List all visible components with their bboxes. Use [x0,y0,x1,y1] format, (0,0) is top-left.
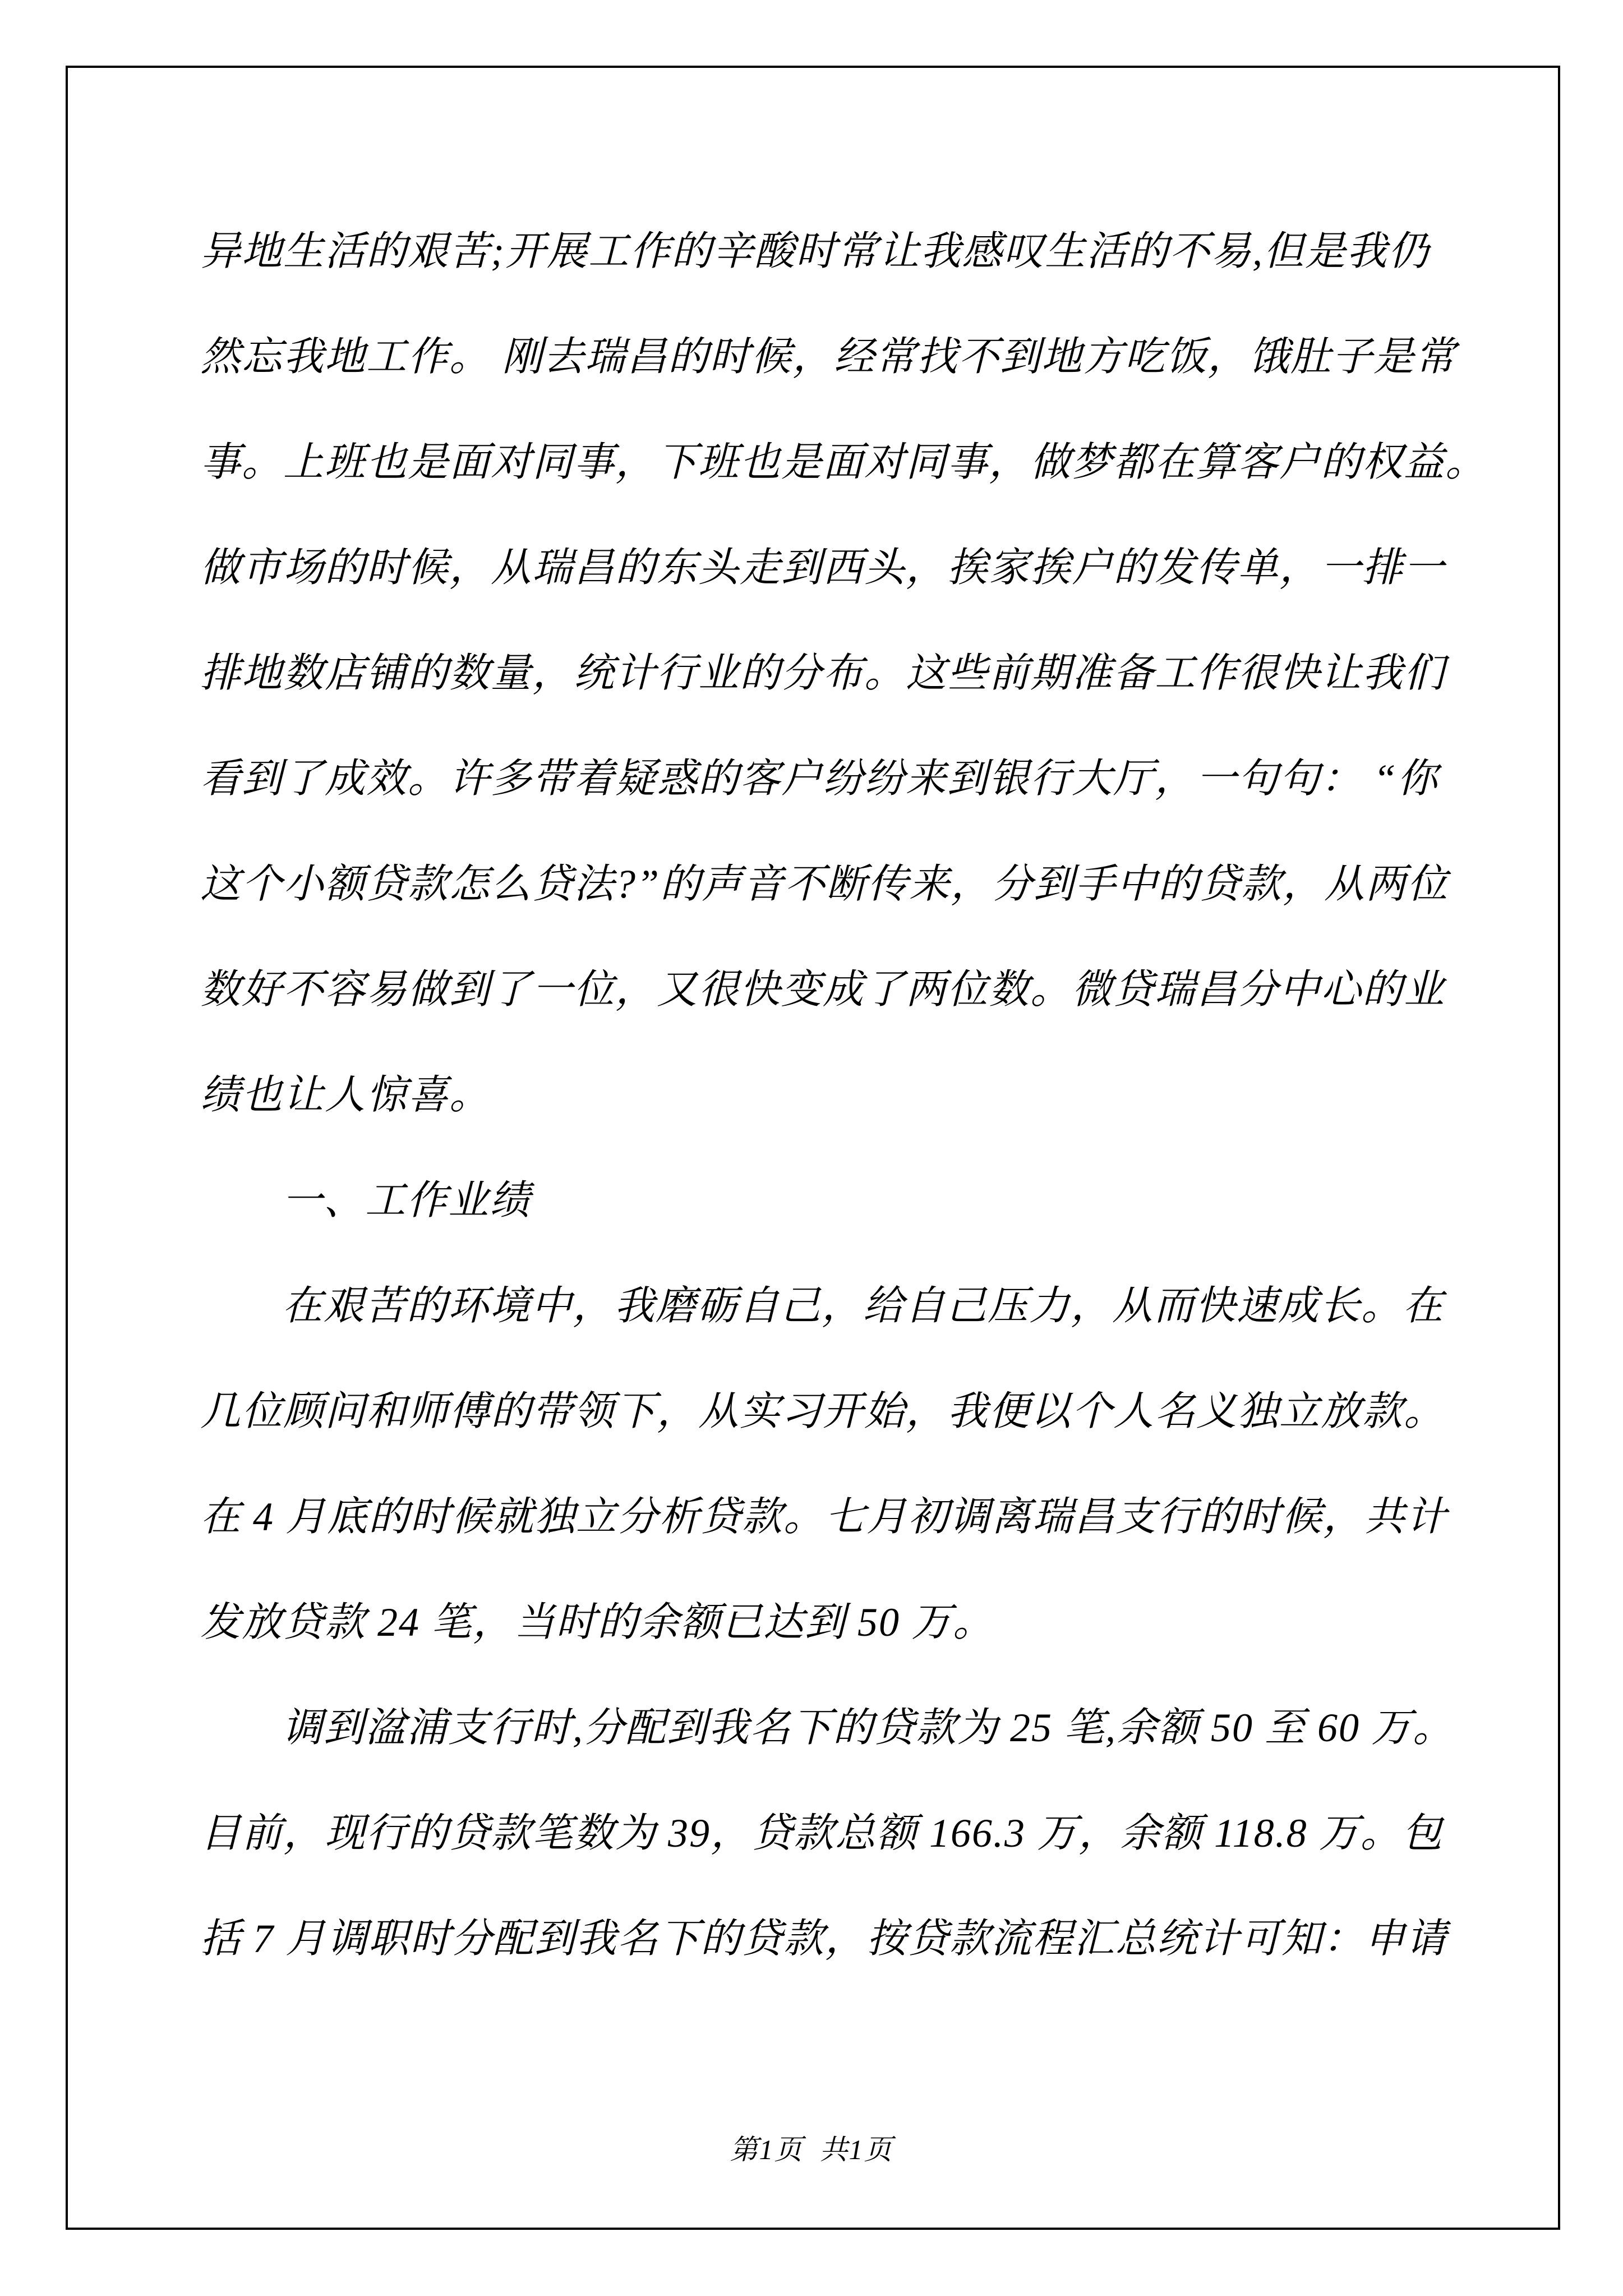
text-line: 做市场的时候，从瑞昌的东头走到西头，挨家挨户的发传单，一排一 [200,545,1446,590]
text-line: 调到湓浦支行时,分配到我名下的贷款为 25 笔,余额 50 至 60 万。 [282,1705,1455,1750]
text-line: 目前，现行的贷款笔数为 39，贷款总额 166.3 万，余额 118.8 万。包 [200,1811,1444,1856]
section-heading: 一、工作业绩 [282,1178,532,1223]
text-line: 事。上班也是面对同事，下班也是面对同事，做梦都在算客户的权益。 [200,440,1487,485]
text-line: 几位顾问和师傅的带领下，从实习开始，我便以个人名义独立放款。 [200,1389,1446,1434]
text-line: 数好不容易做到了一位，又很快变成了两位数。微贷瑞昌分中心的业 [200,967,1446,1012]
text-line: 绩也让人惊喜。 [200,1073,491,1117]
text-line: 括 7 月调职时分配到我名下的贷款，按贷款流程汇总统计可知：申请 [200,1916,1448,1961]
text-line: 看到了成效。许多带着疑惑的客户纷纷来到银行大厅，一句句： “你 [200,756,1439,801]
text-line: 发放贷款 24 笔，当时的余额已达到 50 万。 [200,1600,995,1645]
text-line: 异地生活的艰苦;开展工作的辛酸时常让我感叹生活的不易,但是我仍 [200,229,1430,274]
text-line: 这个小额贷款怎么贷法?”的声音不断传来，分到手中的贷款，从两位 [200,862,1449,907]
text-line: 然忘我地工作。 刚去瑞昌的时候，经常找不到地方吃饭，饿肚子是常 [200,334,1457,379]
page-footer: 第1页 共1页 [730,2134,893,2165]
text-line: 在艰苦的环境中，我磨砺自己，给自己压力，从而快速成长。在 [282,1283,1445,1328]
document-body [200,199,1487,1991]
text-line: 排地数店铺的数量，统计行业的分布。这些前期准备工作很快让我们 [200,651,1446,696]
text-line: 在 4 月底的时候就独立分析贷款。七月初调离瑞昌支行的时候，共计 [200,1494,1448,1539]
